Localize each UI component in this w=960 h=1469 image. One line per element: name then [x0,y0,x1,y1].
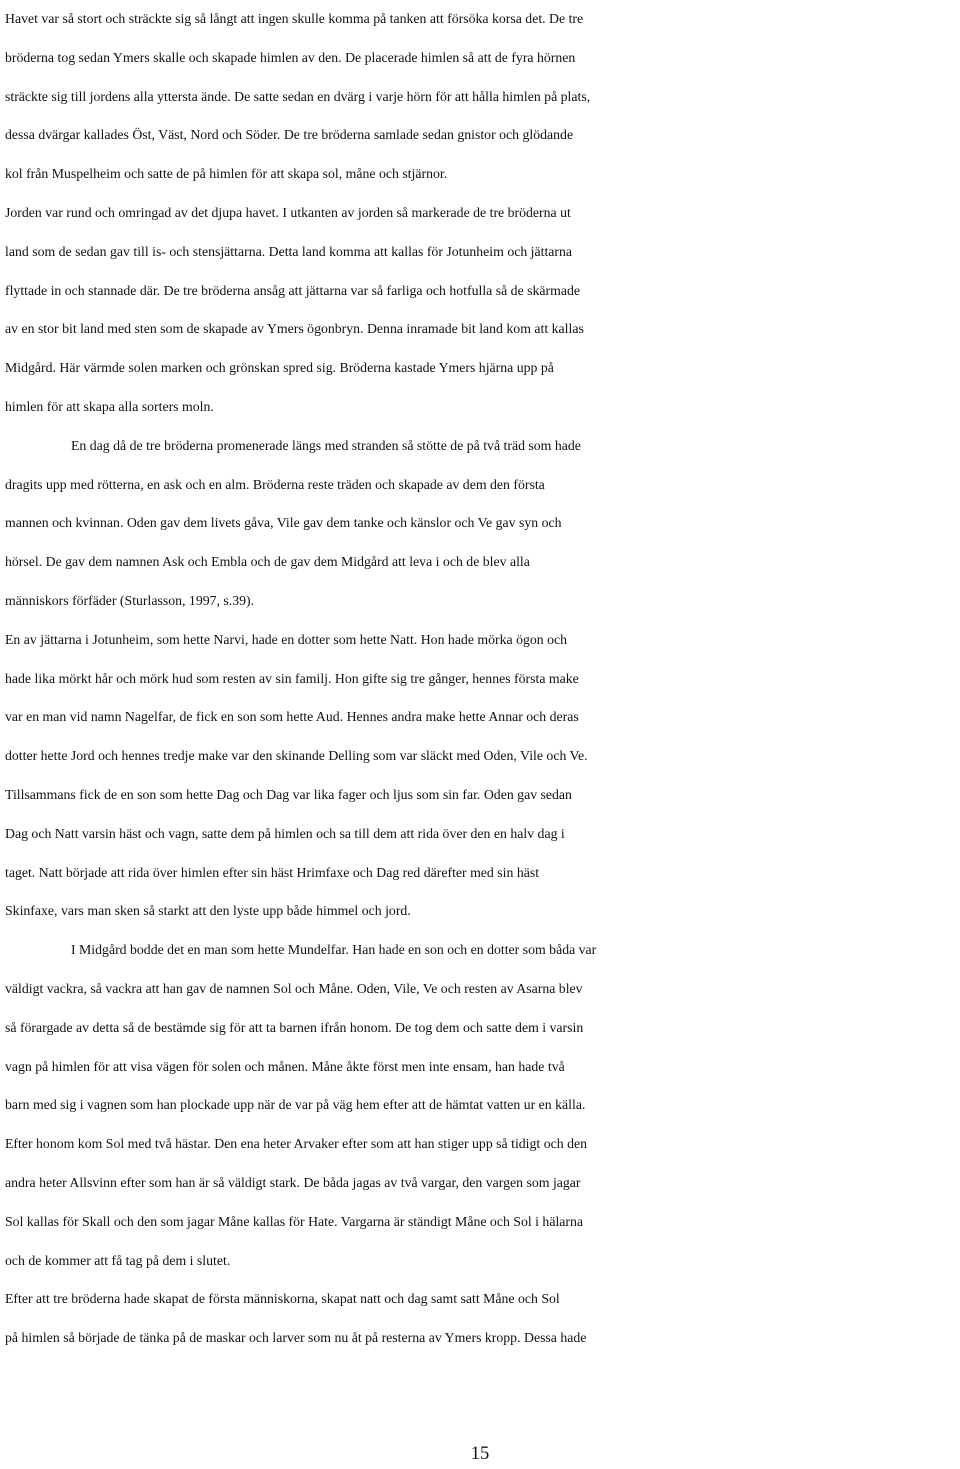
text-line: Tillsammans fick de en son som hette Dag och Dag var lika fager och ljus som sin far. Oden gav sedan [5,786,572,802]
text-line: människors förfäder (Sturlasson, 1997, s.39). [5,592,255,608]
text-line: hörsel. De gav dem namnen Ask och Embla och de gav dem Midgård att leva i och de blev alla [5,554,530,570]
document-body [5,0,960,1358]
text-line: sträckte sig till jordens alla yttersta ände. De satte sedan en dvärg i varje hörn för att hålla himlen på plats, [5,88,591,104]
text-line-indented: En dag då de tre bröderna promenerade längs med stranden så stötte de på två träd som hade [71,437,581,453]
text-line: dotter hette Jord och hennes tredje make var den skinande Delling som var släckt med Oden, Vile och Ve. [5,748,588,764]
text-line: andra heter Allsvinn efter som han är så väldigt stark. De båda jagas av två vargar, den vargen som jagar [5,1174,581,1190]
text-line: Jorden var rund och omringad av det djupa havet. I utkanten av jorden så markerade de tre bröderna ut [5,204,571,220]
text-line: väldigt vackra, så vackra att han gav de namnen Sol och Måne. Oden, Vile, Ve och resten av Asarna blev [5,980,583,996]
text-line: taget. Natt började att rida över himlen efter sin häst Hrimfaxe och Dag red därefter med sin häst [5,864,540,880]
text-line: dragits upp med rötterna, en ask och en alm. Bröderna reste träden och skapade av dem den första [5,476,545,492]
text-line: barn med sig i vagnen som han plockade upp när de var på väg hem efter att de hämtat vatten ur en källa. [5,1097,586,1113]
text-line: så förargade av detta så de bestämde sig för att ta barnen ifrån honom. De tog dem och satte dem i varsin [5,1019,584,1035]
text-line: himlen för att skapa alla sorters moln. [5,398,214,414]
text-line: kol från Muspelheim och satte de på himlen för att skapa sol, måne och stjärnor. [5,166,448,182]
text-line: En av jättarna i Jotunheim, som hette Narvi, hade en dotter som hette Natt. Hon hade mörka ögon och [5,631,568,647]
text-line: Skinfaxe, vars man sken så starkt att den lyste upp både himmel och jord. [5,903,411,919]
text-line: hade lika mörkt hår och mörk hud som resten av sin familj. Hon gifte sig tre gånger, hennes första make [5,670,579,686]
text-line: Havet var så stort och sträckte sig så långt att ingen skulle komma på tanken att försöka korsa det. De tre [5,11,584,26]
text-line: vagn på himlen för att visa vägen för solen och månen. Måne åkte först men inte ensam, han hade två [5,1058,565,1074]
text-line: på himlen så började de tänka på de maskar och larver som nu åt på resterna av Ymers kropp. Dessa hade [5,1330,587,1346]
text-line: Midgård. Här värmde solen marken och grönskan spred sig. Bröderna kastade Ymers hjärna upp på [5,360,554,376]
text-line: land som de sedan gav till is- och stensjättarna. Detta land komma att kallas för Jotunheim och jättarna [5,243,573,259]
text-line: Sol kallas för Skall och den som jagar Måne kallas för Hate. Vargarna är ständigt Måne och Sol i hälarna [5,1213,584,1229]
text-line: dessa dvärgar kallades Öst, Väst, Nord och Söder. De tre bröderna samlade sedan gnistor och glödande [5,127,574,143]
text-line: mannen och kvinnan. Oden gav dem livets gåva, Vile gav dem tanke och känslor och Ve gav syn och [5,515,562,531]
text-line: och de kommer att få tag på dem i slutet. [5,1252,231,1268]
text-line: var en man vid namn Nagelfar, de fick en son som hette Aud. Hennes andra make hette Annar och deras [5,709,579,725]
page-number: 15 [470,1443,490,1464]
text-line-indented: I Midgård bodde det en man som hette Mundelfar. Han hade en son och en dotter som båda var [71,942,597,958]
text-line: Dag och Natt varsin häst och vagn, satte dem på himlen och sa till dem att rida över den en halv dag i [5,825,565,841]
text-line: Efter att tre bröderna hade skapat de första människorna, skapat natt och dag samt satt Måne och Sol [5,1291,560,1307]
text-line: flyttade in och stannade där. De tre bröderna ansåg att jättarna var så farliga och hotfulla så de skärmade [5,282,581,298]
text-line: Efter honom kom Sol med två hästar. Den ena heter Arvaker efter som att han stiger upp så tidigt och den [5,1136,587,1152]
text-line: av en stor bit land med sten som de skapade av Ymers ögonbryn. Denna inramade bit land kom att kallas [5,321,584,337]
text-line: bröderna tog sedan Ymers skalle och skapade himlen av den. De placerade himlen så att de fyra hörnen [5,49,576,65]
